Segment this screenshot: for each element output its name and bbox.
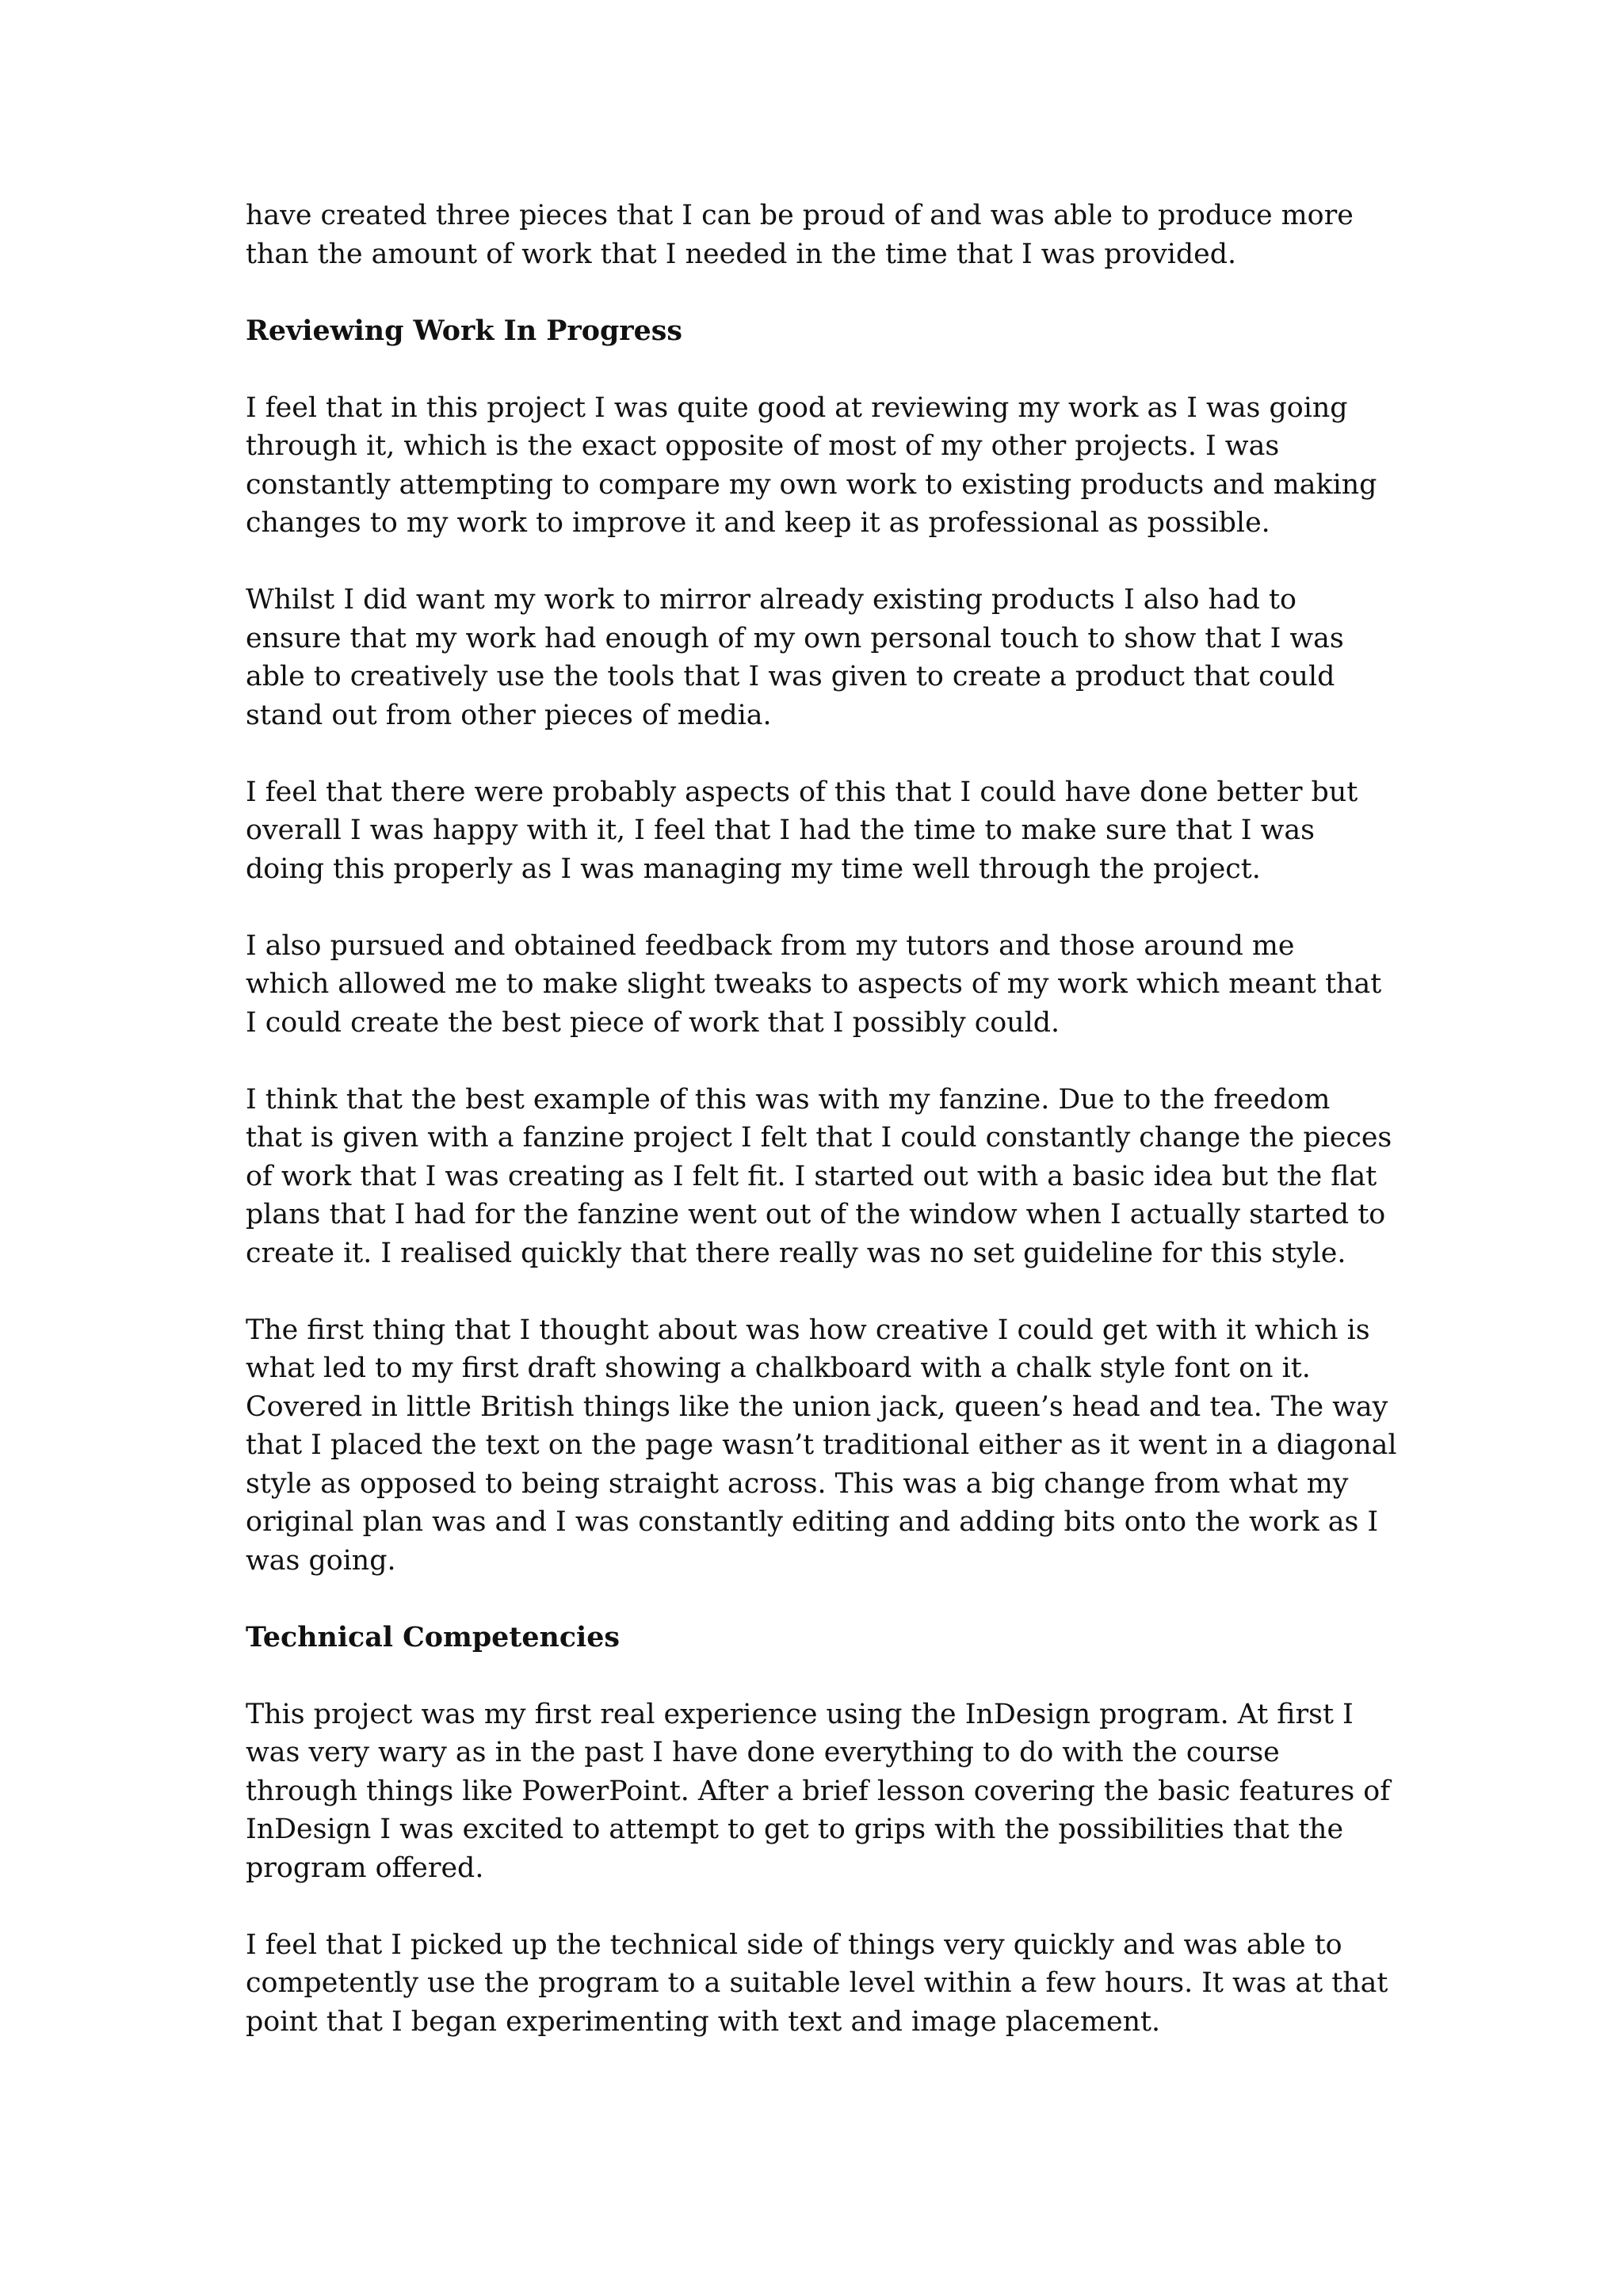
- text-line: I feel that there were probably aspects of this that I could have done better but: [246, 776, 1358, 808]
- paragraph: [246, 1926, 1403, 2042]
- text-line: create it. I realised quickly that there really was no set guideline for this style.: [246, 1237, 1346, 1269]
- paragraph: [246, 1311, 1403, 1581]
- section-heading: [246, 312, 1403, 351]
- text-line: changes to my work to improve it and keep it as professional as possible.: [246, 507, 1270, 539]
- text-line: have created three pieces that I can be proud of and was able to produce more: [246, 200, 1354, 231]
- text-line: I feel that I picked up the technical side of things very quickly and was able to: [246, 1928, 1342, 1961]
- text-line: overall I was happy with it, I feel that I had the time to make sure that I was: [246, 814, 1315, 846]
- text-line: The first thing that I thought about was how creative I could get with it which is: [246, 1314, 1370, 1346]
- paragraph: [246, 1081, 1403, 1273]
- text-line: program offered.: [246, 1852, 484, 1884]
- text-line: which allowed me to make slight tweaks to aspects of my work which meant that: [246, 968, 1382, 1000]
- text-line: point that I began experimenting with text and image placement.: [246, 2005, 1161, 2038]
- paragraph: [246, 1695, 1403, 1888]
- text-line: was going.: [246, 1544, 396, 1577]
- text-line: competently use the program to a suitable level within a few hours. It was at that: [246, 1967, 1388, 1999]
- text-line: I could create the best piece of work that I possibly could.: [246, 1006, 1060, 1039]
- text-line: constantly attempting to compare my own work to existing products and making: [246, 468, 1377, 501]
- text-line: style as opposed to being straight across. This was a big change from what my: [246, 1467, 1349, 1500]
- text-line: than the amount of work that I needed in the time that I was provided.: [246, 238, 1237, 270]
- text-line: was very wary as in the past I have done everything to do with the course: [246, 1737, 1280, 1768]
- text-line: ensure that my work had enough of my own personal touch to show that I was: [246, 622, 1344, 654]
- text-line: original plan was and I was constantly editing and adding bits onto the work as I: [246, 1506, 1379, 1538]
- text-line: I think that the best example of this was with my fanzine. Due to the freedom: [246, 1083, 1331, 1116]
- text-line: plans that I had for the fanzine went out of the window when I actually started to: [246, 1199, 1386, 1230]
- text-line: that is given with a fanzine project I felt that I could constantly change the pieces: [246, 1122, 1392, 1154]
- paragraph: [246, 773, 1403, 889]
- paragraph: [246, 196, 1403, 273]
- heading-text: Reviewing Work In Progress: [246, 314, 682, 347]
- text-line: I feel that in this project I was quite good at reviewing my work as I was going: [246, 391, 1348, 424]
- text-line: able to creatively use the tools that I was given to create a product that could: [246, 661, 1335, 692]
- paragraph: [246, 581, 1403, 734]
- text-line: what led to my first draft showing a chalkboard with a chalk style font on it.: [246, 1352, 1311, 1384]
- heading-text: Technical Competencies: [246, 1620, 620, 1653]
- text-line: through it, which is the exact opposite of most of my other projects. I was: [246, 430, 1280, 462]
- text-line: I also pursued and obtained feedback from my tutors and those around me: [246, 929, 1295, 962]
- text-line: through things like PowerPoint. After a brief lesson covering the basic features of: [246, 1775, 1391, 1807]
- text-line: doing this properly as I was managing my time well through the project.: [246, 852, 1261, 885]
- text-line: Covered in little British things like the union jack, queen’s head and tea. The way: [246, 1390, 1388, 1423]
- text-line: of work that I was creating as I felt fit. I started out with a basic idea but the flat: [246, 1160, 1377, 1192]
- paragraph: [246, 389, 1403, 543]
- document-page: [246, 196, 1403, 2080]
- text-line: Whilst I did want my work to mirror already existing products I also had to: [246, 584, 1296, 616]
- text-line: that I placed the text on the page wasn’t traditional either as it went in a diagonal: [246, 1429, 1397, 1461]
- text-line: This project was my first real experience using the InDesign program. At first I: [246, 1698, 1354, 1730]
- text-line: InDesign I was excited to attempt to get to grips with the possibilities that the: [246, 1814, 1344, 1845]
- text-line: stand out from other pieces of media.: [246, 699, 772, 731]
- paragraph: [246, 927, 1403, 1043]
- section-heading: [246, 1619, 1403, 1657]
